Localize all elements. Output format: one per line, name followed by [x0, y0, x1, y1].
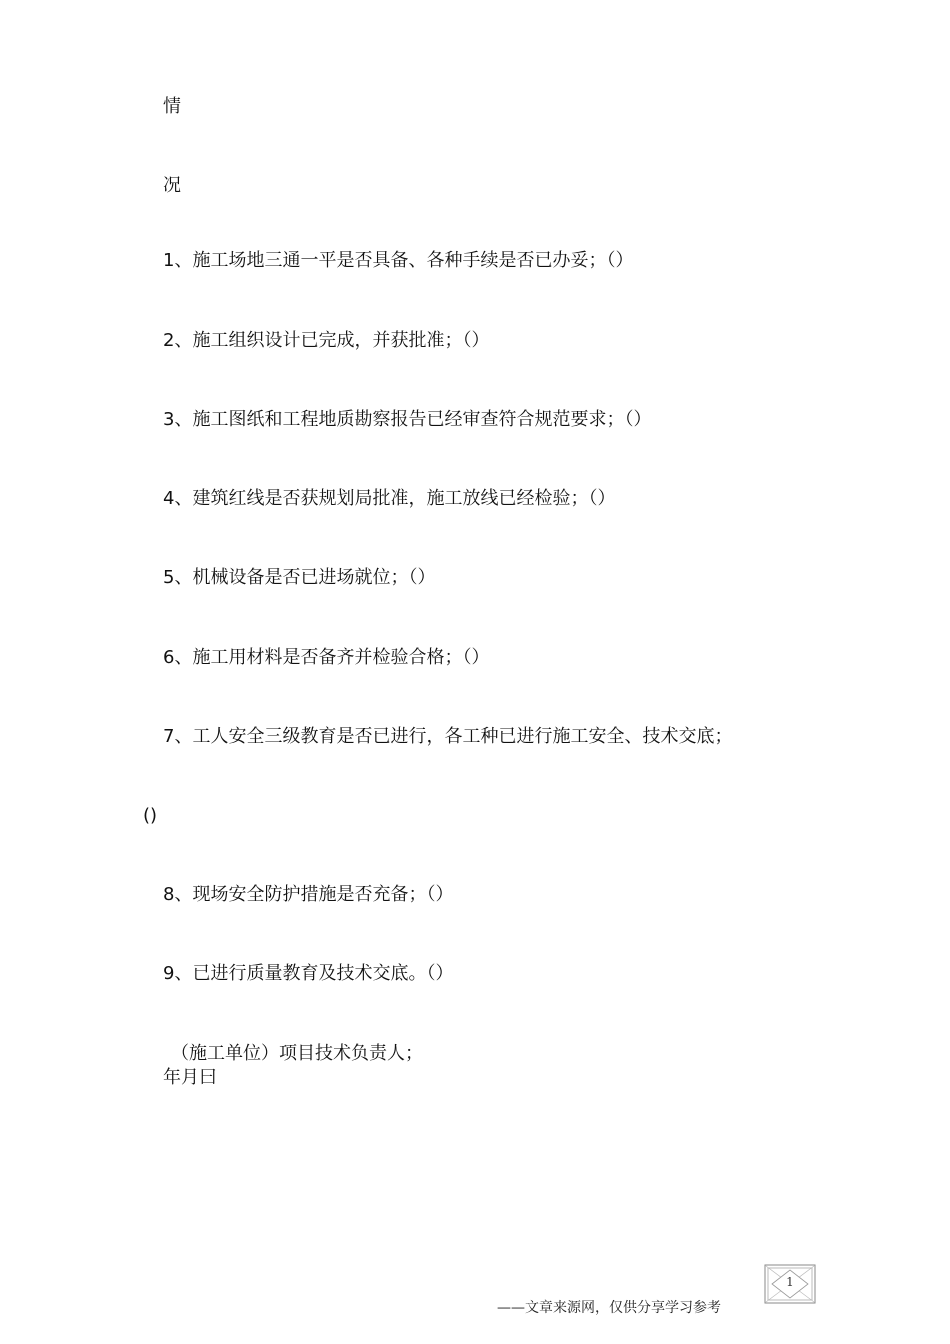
checklist-item-5: 5、机械设备是否已进场就位；（） [163, 567, 436, 588]
checklist-item-8: 8、现场安全防护措施是否充备；（） [163, 884, 454, 905]
checklist-item-3: 3、施工图纸和工程地质勘察报告已经审查符合规范要求；（） [163, 409, 652, 430]
checklist-item-9: 9、已进行质量教育及技术交底。（） [163, 963, 454, 984]
responsible-person-label: （施工单位）项目技术负责人； [171, 1043, 423, 1064]
date-label: 年月曰 [163, 1067, 217, 1088]
checklist-item-1: 1、施工场地三通一平是否具备、各种手续是否已办妥；（） [163, 250, 634, 271]
page-number: 1 [786, 1275, 794, 1289]
footer-source-note: ——文章来源网，仅供分享学习参考 [497, 1300, 721, 1316]
section-label-char-1: 情 [163, 96, 181, 117]
section-label-char-2: 况 [163, 175, 181, 196]
checklist-item-6: 6、施工用材料是否备齐并检验合格；（） [163, 647, 490, 668]
checklist-item-4: 4、建筑红线是否获规划局批准，施工放线已经检验；（） [163, 488, 616, 509]
checklist-item-7-continuation: () [143, 805, 158, 826]
checklist-item-7: 7、工人安全三级教育是否已进行，各工种已进行施工安全、技术交底； [163, 726, 733, 747]
checklist-item-2: 2、施工组织设计已完成，并获批准；（） [163, 330, 490, 351]
